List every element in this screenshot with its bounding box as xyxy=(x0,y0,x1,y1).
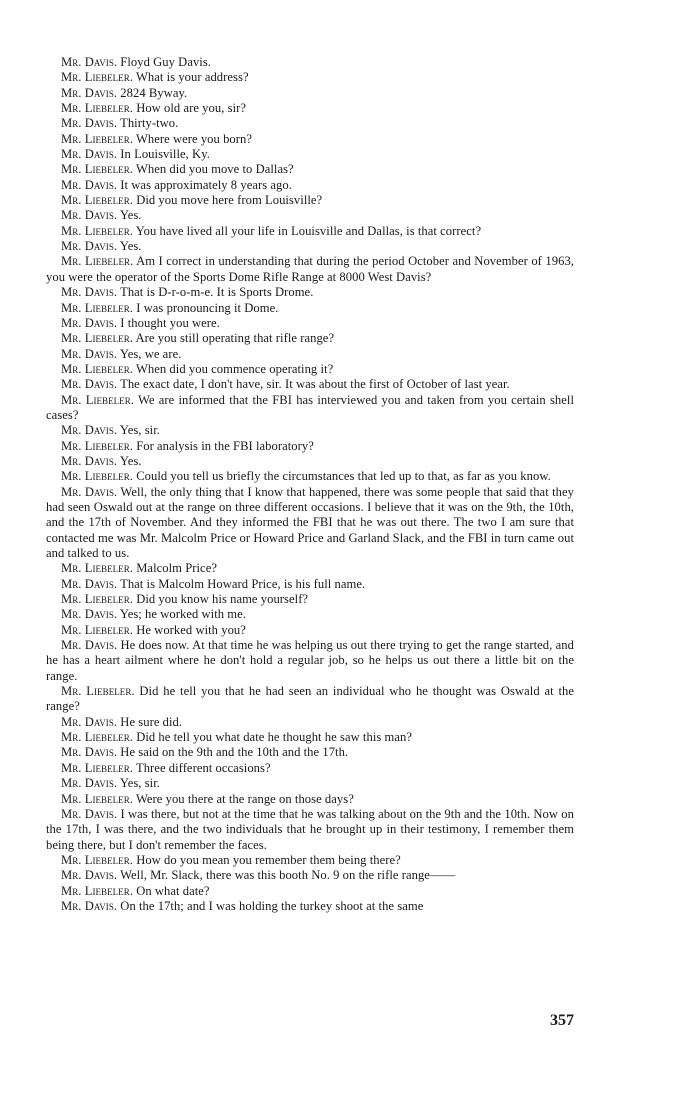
transcript-paragraph xyxy=(46,316,574,331)
transcript-paragraph xyxy=(46,86,574,101)
transcript-paragraph xyxy=(46,454,574,469)
speaker-label: Mr. Liebeler. xyxy=(61,101,133,116)
transcript-paragraph xyxy=(46,577,574,592)
speech-text: Yes, we are. xyxy=(119,346,182,361)
transcript-paragraph xyxy=(46,55,574,70)
speech-text: Were you there at the range on those days? xyxy=(135,791,354,806)
speech-text: When did you move to Dallas? xyxy=(135,162,294,177)
transcript-paragraph xyxy=(46,469,574,484)
speaker-label: Mr. Liebeler. xyxy=(61,70,133,85)
speaker-label: Mr. Liebeler. xyxy=(61,331,133,346)
speech-text: Yes. xyxy=(119,208,142,223)
speech-text: In Louisville, Ky. xyxy=(120,147,210,162)
speech-text: Could you tell us briefly the circumstances that led up to that, as far as you know. xyxy=(136,469,551,484)
speech-text: Three different occasions? xyxy=(135,760,271,775)
speech-text: He sure did. xyxy=(120,714,183,729)
transcript-paragraph xyxy=(46,684,574,715)
transcript-paragraph xyxy=(46,623,574,638)
transcript-paragraph xyxy=(46,347,574,362)
transcript-paragraph xyxy=(46,285,574,300)
speech-text: For analysis in the FBI laboratory? xyxy=(136,438,314,453)
transcript-page xyxy=(46,55,574,914)
speech-text: I thought you were. xyxy=(120,315,220,330)
speaker-label: Mr. Liebeler. xyxy=(61,361,133,376)
speech-text: Did he tell you what date he thought he saw this man? xyxy=(136,730,412,745)
page-number: 357 xyxy=(550,1012,574,1029)
speaker-label: Mr. Davis. xyxy=(61,576,118,591)
speaker-label: Mr. Liebeler. xyxy=(61,254,134,269)
speech-text: That is D-r-o-m-e. It is Sports Drome. xyxy=(120,285,314,300)
transcript-paragraph xyxy=(46,853,574,868)
speech-text: How do you mean you remember them being there? xyxy=(136,852,401,867)
transcript-paragraph xyxy=(46,393,574,424)
transcript-paragraph xyxy=(46,792,574,807)
transcript-paragraph xyxy=(46,592,574,607)
speaker-label: Mr. Liebeler. xyxy=(61,300,133,315)
speech-text: Yes. xyxy=(119,239,142,254)
speech-text: What is your address? xyxy=(135,70,249,85)
speaker-label: Mr. Liebeler. xyxy=(61,438,133,453)
transcript-paragraph xyxy=(46,70,574,85)
transcript-paragraph xyxy=(46,761,574,776)
transcript-paragraph xyxy=(46,899,574,914)
transcript-paragraph xyxy=(46,178,574,193)
speaker-label: Mr. Davis. xyxy=(61,484,118,499)
speech-text: Am I correct in understanding that during the period October and November of 1963, you were the operator of the Sports Dome Rifle Range at 8000 West Davis? xyxy=(46,254,574,284)
speech-text: Yes, sir. xyxy=(119,776,160,791)
transcript-paragraph xyxy=(46,116,574,131)
speaker-label: Mr. Liebeler. xyxy=(61,561,133,576)
transcript-paragraph xyxy=(46,730,574,745)
speaker-label: Mr. Davis. xyxy=(61,453,118,468)
speech-text: We are informed that the FBI has interviewed you and taken from you certain shell cases? xyxy=(46,392,574,422)
speaker-label: Mr. Davis. xyxy=(61,898,118,913)
transcript-paragraph xyxy=(46,423,574,438)
speaker-label: Mr. Liebeler. xyxy=(61,592,133,607)
speech-text: You have lived all your life in Louisville and Dallas, is that correct? xyxy=(135,223,482,238)
speaker-label: Mr. Davis. xyxy=(61,116,118,131)
speech-text: He said on the 9th and the 10th and the 17th. xyxy=(120,745,349,760)
transcript-paragraph xyxy=(46,807,574,853)
speech-text: Yes. xyxy=(119,453,142,468)
speech-text: How old are you, sir? xyxy=(136,101,247,116)
transcript-paragraph xyxy=(46,208,574,223)
speaker-label: Mr. Davis. xyxy=(61,806,118,821)
speech-text: Did you know his name yourself? xyxy=(136,592,309,607)
transcript-paragraph xyxy=(46,485,574,562)
transcript-paragraph xyxy=(46,776,574,791)
speaker-label: Mr. Davis. xyxy=(61,377,118,392)
transcript-paragraph xyxy=(46,147,574,162)
speaker-label: Mr. Liebeler. xyxy=(61,791,133,806)
speech-text: Yes; he worked with me. xyxy=(119,607,246,622)
speaker-label: Mr. Liebeler. xyxy=(61,162,133,177)
speech-text: Floyd Guy Davis. xyxy=(120,55,212,69)
transcript-paragraph xyxy=(46,439,574,454)
speaker-label: Mr. Davis. xyxy=(61,239,118,254)
transcript-paragraph xyxy=(46,607,574,622)
speech-text: That is Malcolm Howard Price, is his full name. xyxy=(120,576,366,591)
speaker-label: Mr. Davis. xyxy=(61,208,118,223)
transcript-paragraph xyxy=(46,331,574,346)
speaker-label: Mr. Davis. xyxy=(61,868,118,883)
transcript-paragraph xyxy=(46,101,574,116)
speaker-label: Mr. Liebeler. xyxy=(61,131,133,146)
speech-text: Thirty-two. xyxy=(120,116,179,131)
speaker-label: Mr. Davis. xyxy=(61,315,118,330)
transcript-paragraph xyxy=(46,162,574,177)
speech-text: Did he tell you that he had seen an individual who he thought was Oswald at the range? xyxy=(46,684,575,714)
speech-text: It was approximately 8 years ago. xyxy=(120,177,292,192)
speaker-label: Mr. Liebeler. xyxy=(61,760,133,775)
speech-text: Well, Mr. Slack, there was this booth No. 9 on the rifle range—— xyxy=(120,868,456,883)
speaker-label: Mr. Davis. xyxy=(61,147,118,162)
transcript-paragraph xyxy=(46,224,574,239)
transcript-paragraph xyxy=(46,868,574,883)
transcript-paragraph xyxy=(46,377,574,392)
speaker-label: Mr. Davis. xyxy=(61,776,118,791)
transcript-paragraph xyxy=(46,638,574,684)
speaker-label: Mr. Liebeler. xyxy=(61,469,133,484)
speaker-label: Mr. Liebeler. xyxy=(61,622,133,637)
speaker-label: Mr. Davis. xyxy=(61,85,118,100)
transcript-paragraph xyxy=(46,193,574,208)
speech-text: I was pronouncing it Dome. xyxy=(136,300,279,315)
speech-text: Well, the only thing that I know that happened, there was some people that said that they had seen Oswald out at the range on three different occasions. I believe that it was on the 9th, the 10th, and the 17th of November. And they informed the FBI that he was out there. The two I am sure that contacted me was Mr. Malcolm Price or Howard Price and Garland Slack, and the FBI in turn came out and talked to us. xyxy=(46,484,574,560)
speech-text: I was there, but not at the time that he was talking about on the 9th and the 10th. Now on the 17th, I was there, and the two individuals that he brought up in their testimony, I remember them being there, but I don't remember the faces. xyxy=(46,806,574,852)
transcript-paragraph xyxy=(46,362,574,377)
transcript-paragraph xyxy=(46,884,574,899)
transcript-paragraph xyxy=(46,254,574,285)
speech-text: Where were you born? xyxy=(135,131,253,146)
speaker-label: Mr. Liebeler. xyxy=(61,730,133,745)
speaker-label: Mr. Davis. xyxy=(61,177,118,192)
speaker-label: Mr. Davis. xyxy=(61,745,118,760)
speaker-label: Mr. Liebeler. xyxy=(61,852,133,867)
speech-text: When did you commence operating it? xyxy=(135,361,334,376)
speech-text: On what date? xyxy=(136,883,210,898)
speaker-label: Mr. Davis. xyxy=(61,607,118,622)
speech-text: Did you move here from Louisville? xyxy=(136,193,323,208)
speaker-label: Mr. Davis. xyxy=(61,714,118,729)
speaker-label: Mr. Davis. xyxy=(61,423,118,438)
speaker-label: Mr. Davis. xyxy=(61,638,118,653)
speaker-label: Mr. Davis. xyxy=(61,55,118,69)
transcript-paragraph xyxy=(46,715,574,730)
speaker-label: Mr. Liebeler. xyxy=(61,223,133,238)
speaker-label: Mr. Liebeler. xyxy=(61,193,133,208)
speech-text: 2824 Byway. xyxy=(120,85,188,100)
speaker-label: Mr. Davis. xyxy=(61,285,118,300)
speech-text: Yes, sir. xyxy=(119,423,160,438)
speaker-label: Mr. Liebeler. xyxy=(61,883,133,898)
speaker-label: Mr. Liebeler. xyxy=(61,392,134,407)
speech-text: He does now. At that time he was helping us out there trying to get the range started, and he has a heart ailment where he don't hold a regular job, so he helps us out there a little bit on the range. xyxy=(46,638,574,683)
transcript-paragraph xyxy=(46,561,574,576)
speech-text: Malcolm Price? xyxy=(136,561,217,576)
speaker-label: Mr. Davis. xyxy=(61,346,118,361)
transcript-paragraph xyxy=(46,132,574,147)
transcript-paragraph xyxy=(46,301,574,316)
speech-text: On the 17th; and I was holding the turkey shoot at the same xyxy=(120,898,424,913)
transcript-paragraph xyxy=(46,239,574,254)
speaker-label: Mr. Liebeler. xyxy=(61,684,135,699)
speech-text: He worked with you? xyxy=(136,622,246,637)
transcript-paragraph xyxy=(46,745,574,760)
speech-text: Are you still operating that rifle range? xyxy=(135,331,335,346)
speech-text: The exact date, I don't have, sir. It was about the first of October of last year. xyxy=(120,377,510,392)
